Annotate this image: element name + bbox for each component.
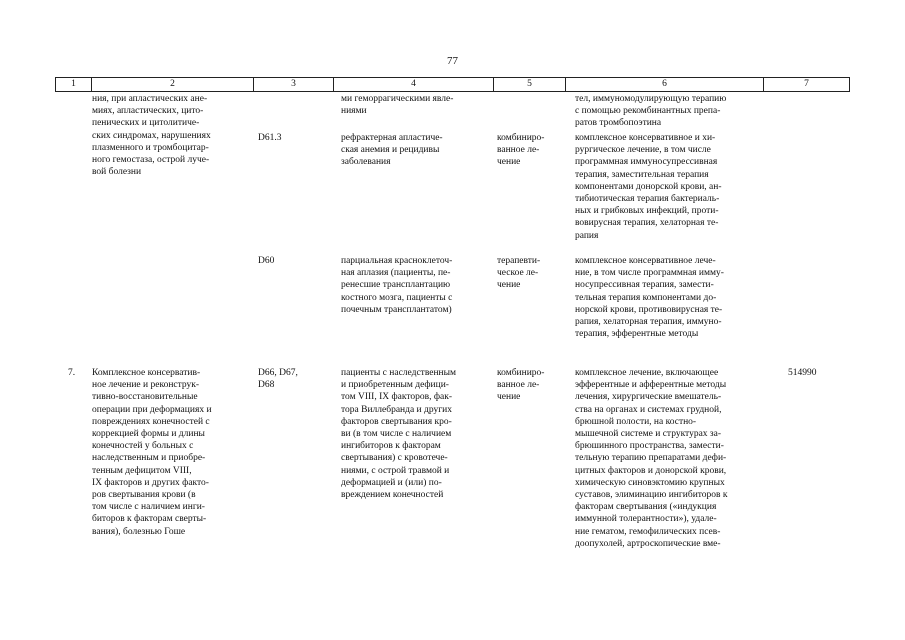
row-7-treatment-method: комплексное лечение, включающее эфферентные и афферентные методы лечения, хирургические вмешатель- ства на органах и системах грудной, брюшной полости, на костно- мышечной системе и структурах за- брюшинного пространства, замести- тельную терапию препаратами дефи- цитных факторов и донорской крови, химическую синовэктомию крупных суставов, элиминацию ингибиторов к факторам свертывания («индукция иммунной толерантности»), удале- ние гематом, гемофилических псев- доопухолей, артроскопические вме- [575,368,728,549]
cont-disease-text: ния, при апластических ане- миях, апластических, цито- пенических и цитолитиче- ских синдромах, нарушениях плазменного и тромбоцитар- ного гемостаза, острой луче- вой болезни [92,94,211,178]
row-7-number: 7. [68,368,76,378]
d61-3-treatment-method: комплексное консервативное и хи- рургическое лечение, в том числе программная иммуносупрессивная терапия, заместительная терапия компонентами донорской крови, ан- тибиотическая терапия бактериаль- ных и грибковых инфекций, проти- вовирусная терапия, хелаторная те- рапия [575,133,722,241]
d61-3-treatment-type: комбиниро- ванное ле- чение [497,133,545,168]
page-number: 77 [447,55,458,67]
icd-code-d61-3: D61.3 [258,133,282,143]
header-col-6: 6 [565,78,763,91]
icd-code-d60: D60 [258,256,275,266]
d60-treatment-method: комплексное консервативное лече- ние, в том числе программная имму- носупрессивная терапия, замести- тельная терапия компонентами до- норской крови, противовирусная те- рапия, хелаторная терапия, иммуно- терапия, эфферентные методы [575,256,724,340]
cont-patient-model-text: ми геморрагическими явле- ниями [341,94,454,117]
header-col-1: 1 [55,78,91,91]
header-col-4: 4 [333,78,493,91]
d60-patient-model: парциальная красноклеточ- ная аплазия (пациенты, пе- ренесшие трансплантацию костного мозга, пациенты с почечным трансплантатом) [341,256,453,315]
row-7-treatment-type: комбиниро- ванное ле- чение [497,368,545,403]
row-7-cost: 514990 [788,368,817,378]
header-col-7: 7 [763,78,850,91]
header-col-3: 3 [253,78,333,91]
d61-3-patient-model: рефрактерная апластиче- ская анемия и рецидивы заболевания [341,133,443,168]
cont-method-text: тел, иммуномодулирующую терапию с помощью рекомбинантных препа- ратов тромбопоэтина [575,94,727,129]
row-7-name-of-care: Комплексное консерватив- ное лечение и реконструк- тивно-восстановительные операции при деформациях и повреждениях конечностей с коррекцией формы и длины конечностей у больных с наследственным и приобре- тенным дефицитом VIII, IX факторов и других факто- ров свертывания крови (в том числе с наличием инги- биторов к факторам сверты- вания), болезнью Гоше [92,368,212,537]
header-col-5: 5 [493,78,565,91]
row-7-icd-codes: D66, D67, D68 [258,368,298,391]
row-7-patient-model: пациенты с наследственным и приобретенным дефици- том VIII, IX факторов, фак- тора Виллебранда и других факторов свертывания кро- ви (в том числе с наличием ингибиторов к факторам свертывания) с кровотече- ниями, с острой травмой и деформацией и (или) по- вреждением конечностей [341,368,457,501]
header-col-2: 2 [91,78,253,91]
table-header-row [55,77,850,92]
d60-treatment-type: терапевти- ческое ле- чение [497,256,541,291]
